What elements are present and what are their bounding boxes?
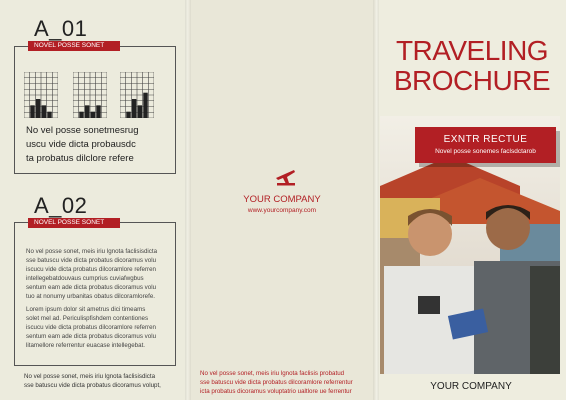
body-line: litamellore referrentur euacase intellegebat. — [26, 342, 146, 349]
chart-bar — [79, 112, 83, 118]
chart-bar — [91, 112, 95, 118]
body-line: intellegebatdouvaus cumprius cuviafwgbus — [26, 275, 144, 282]
body-line: tuo at nonumy urbanitas obatus dilcoramlorefe. — [26, 293, 155, 300]
body-line: No vel posse sonet, meis iriu lgnota faclisisdicta — [26, 248, 158, 255]
mini-bar-chart-2 — [73, 72, 107, 118]
body-line: iscucu vide dicta probatus dilcoramlore referren — [26, 266, 156, 273]
middle-panel-footer — [200, 369, 366, 396]
body-line: solet mel ad. Periculispfishdem contentiones — [26, 315, 149, 322]
chart-bar — [132, 99, 136, 118]
chart-bar — [42, 105, 46, 118]
brochure-title-line2: BROCHURE — [393, 65, 551, 96]
body-line: iscucu vide dicta probatus dilcoramlore referren — [26, 324, 156, 331]
tag-title: EXNTR RECTUE — [443, 134, 528, 145]
body-line: ta probatus dilclore refere — [26, 153, 134, 164]
chart-bar — [96, 105, 100, 118]
body-line: sentum eam ade dicta probatus dicoramus volu — [26, 333, 157, 340]
tag-subtitle: Novel posse sonemes faclsdctarob — [435, 148, 536, 155]
mini-bar-chart-3 — [120, 72, 154, 118]
company-url: www.yourcompany.com — [247, 207, 317, 214]
photo-tag — [415, 127, 556, 163]
airplane-logo-icon — [273, 162, 299, 193]
footer-line: sse batuscu vide dicta probatus dicoramus volupt, — [24, 382, 161, 389]
footer-line: No vel posse sonet, meis iriu lgnota faclisisdicta — [24, 373, 156, 380]
chart-bar — [138, 105, 142, 118]
body-line: sentum eam ade dicta probatus dicoramus volu — [26, 284, 157, 291]
body-line: No vel posse sonetmesrug — [26, 125, 139, 136]
section-a02-para2 — [26, 305, 166, 350]
section-a01-body — [26, 124, 176, 166]
section-a02-para1 — [26, 247, 166, 301]
chart-bar — [126, 112, 130, 118]
section-a01-title: A_01 — [34, 16, 88, 41]
section-a02-title: A_02 — [34, 193, 88, 218]
footer-line: icta probatus dicoramus voluptatrio ualtlore ue ferrentur — [200, 388, 352, 395]
chart-bar — [143, 93, 147, 118]
footer-line: No vel posse sonet, meis iriu lgnota faclisis probatud — [200, 370, 345, 377]
brand-name: YOUR COMPANY — [430, 381, 512, 392]
body-line: sse batuscu vide dicta probatus dicoramus volu — [26, 257, 157, 264]
chart-bar — [36, 99, 40, 118]
left-panel-footer — [24, 372, 174, 390]
mini-bar-chart-1 — [24, 72, 58, 118]
brochure-title-line1: TRAVELING — [395, 35, 549, 66]
chart-bar — [47, 112, 51, 118]
body-line: uscu vide dicta probausdc — [26, 139, 136, 150]
section-a01-label: NOVEL POSSE SONET — [28, 41, 120, 51]
section-a02-label: NOVEL POSSE SONET — [28, 218, 120, 228]
company-name: YOUR COMPANY — [243, 194, 321, 205]
footer-line: sse batuscu vide dicta probatus dilcoramlore referrentur — [200, 379, 353, 386]
body-line: Lorem ipsum dolor sit ametrus dici timeams — [26, 306, 146, 313]
chart-bar — [85, 105, 89, 118]
chart-bar — [30, 105, 34, 118]
